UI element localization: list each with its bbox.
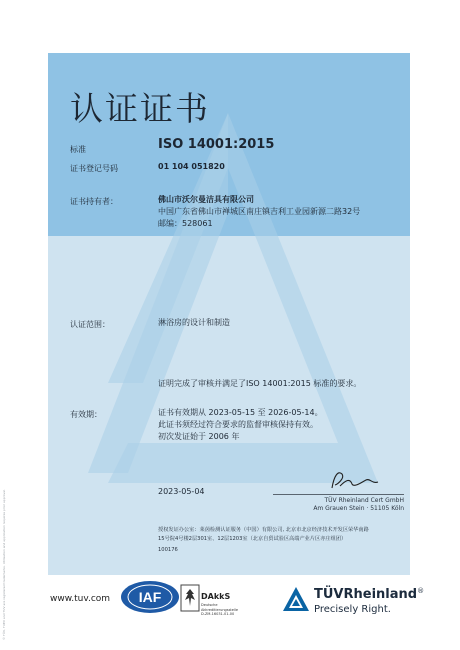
tuv-registered-mark: ® [417, 587, 425, 595]
certificate-title: 认证证书 [70, 89, 210, 128]
dakks-line-1: Deutsche [201, 603, 218, 607]
regno-value: 01 104 051820 [158, 162, 225, 171]
dakks-name: DAkkS [201, 592, 231, 601]
tuv-brand-name [314, 587, 424, 602]
authorization-line-2: 15号院4号楼2层301室、12层1203室（北京自贸试验区高端产业片区亦庄组团） [158, 536, 347, 542]
authorization-line-3: 100176 [158, 547, 178, 553]
validity-line-2: 此证书须经过符合要求的监督审核保持有效。 [158, 420, 318, 429]
scope-label: 认证范围： [70, 320, 110, 329]
holder-label: 证书持有者： [70, 197, 118, 206]
authorization-line-1: 授权发证办公室：莱茵检测认证服务（中国）有限公司, 北京市北京经济技术开发区荣华南路 [158, 527, 369, 533]
holder-name: 佛山市沃尔曼洁具有限公司 [158, 195, 254, 204]
regno-label: 证书登记号码 [70, 164, 118, 173]
holder-address: 中国广东省佛山市禅城区南庄镇吉利工业园新源二路32号 [158, 207, 361, 216]
issue-date: 2023-05-04 [158, 487, 205, 496]
tuv-brand-text: TÜVRheinland [314, 587, 418, 602]
issuer-address: Am Grauen Stein · 51105 Köln [313, 505, 404, 512]
validity-label: 有效期： [70, 410, 102, 419]
tuv-triangle-icon [282, 586, 310, 612]
audit-statement: 证明完成了审核并满足了ISO 14001:2015 标准的要求。 [158, 379, 362, 388]
standard-value: ISO 14001:2015 [158, 137, 275, 152]
signature [326, 468, 386, 494]
dakks-eagle-icon [180, 584, 200, 612]
dakks-details [201, 603, 238, 617]
signature-line [273, 494, 404, 495]
standard-label: 标准 [70, 145, 86, 154]
validity-line-3: 初次发证始于 2006 年 [158, 432, 240, 441]
holder-postcode: 邮编：528061 [158, 219, 213, 228]
iaf-logo-icon [120, 580, 180, 614]
certificate-panel [48, 53, 410, 575]
trademark-note: © TÜV, TUEV and TUV are registered trademarks. Utilisation and application requires prior approval. [2, 488, 6, 640]
validity-line-1: 证书有效期从 2023-05-15 至 2026-05-14。 [158, 408, 323, 417]
footer-url[interactable]: www.tuv.com [50, 594, 111, 604]
dakks-line-2: Akkreditierungsstelle [201, 607, 239, 612]
issuer-name: TÜV Rheinland Cert GmbH [324, 497, 404, 504]
scope-value: 淋浴房的设计和制造 [158, 318, 230, 327]
iaf-label: IAF [138, 589, 162, 605]
tuv-slogan: Precisely Right. [314, 604, 391, 615]
dakks-line-3: D-ZM-16031-01-00 [201, 612, 235, 616]
